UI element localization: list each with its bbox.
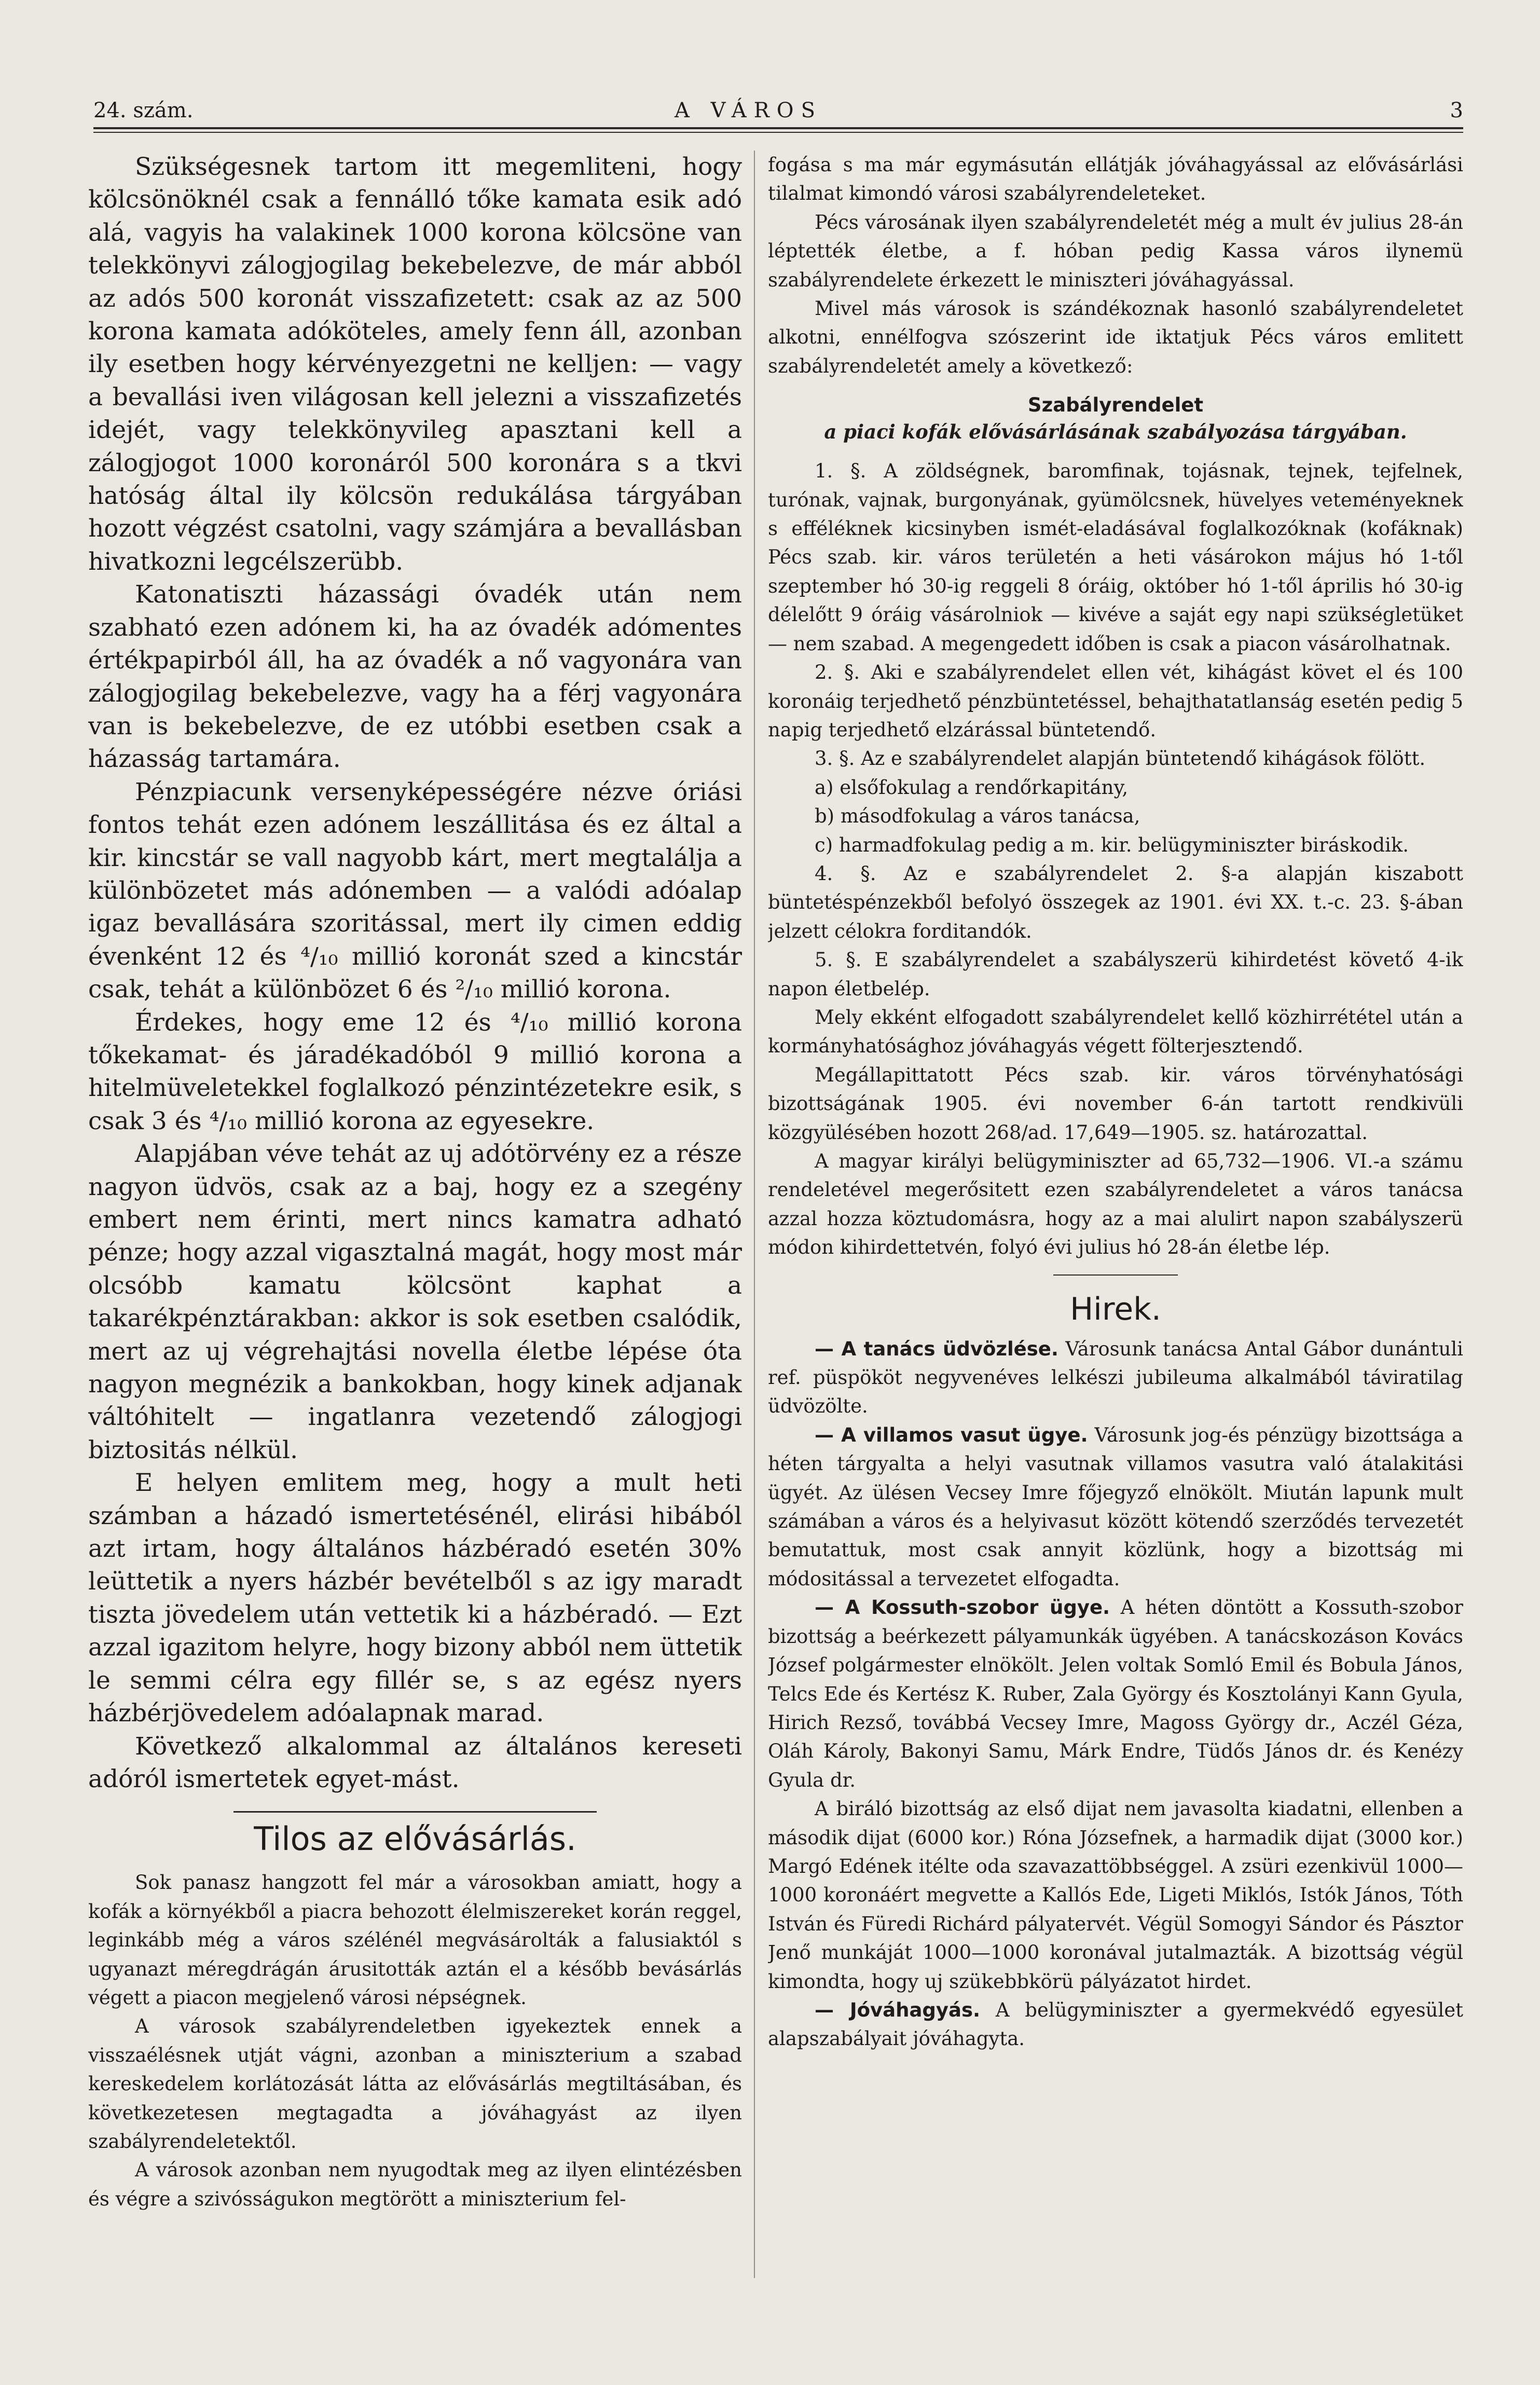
paragraph: Sok panasz hangzott fel már a városokban amiatt, hogy a kofák a környékből a piacra behozott élelmiszereket korán reggel, leginkább még a város szélénél megvásárolták a falusiaktól s ugyanazt méregdrágán árusitották aztán el a később bevásárlás végett a piacon megjelenő városi népségnek. — [88, 1871, 742, 2009]
paragraph: Pécs városának ilyen szabályrendeletét még a mult év julius 28-án léptették életbe, a f. hóban pedig Kassa város ilynemü szabályrendelete érkezett le miniszteri jóváhagyással. — [768, 211, 1463, 291]
news-item — [768, 1593, 1463, 1794]
list-item: a) elsőfokulag a rendőrkapitány, — [815, 776, 1129, 799]
news-item — [768, 1996, 1463, 2053]
paragraph: A városok azonban nem nyugodtak meg az ilyen elintézésben és végre a szivósságukon megtörött a miniszterium fel- — [88, 2159, 742, 2210]
header-rule-thin — [93, 132, 1463, 133]
paragraph: Következő alkalommal az általános kereseti adóról ismertetek egyet-mást. — [88, 1732, 742, 1793]
paragraph: 4. §. Az e szabályrendelet 2. §-a alapján kiszabott büntetéspénzekből befolyó összegek az 1901. évi XX. t.-c. 23. §-ában jelzett célokra forditandók. — [768, 862, 1463, 942]
page-header — [93, 93, 1463, 130]
news-headline: — A tanács üdvözlése. — [815, 1337, 1058, 1360]
right-column — [768, 150, 1463, 2294]
header-rule — [93, 127, 1463, 129]
issue-number: 24. szám. — [93, 99, 194, 122]
news-headline: — A villamos vasut ügye. — [815, 1423, 1088, 1446]
news-text: Városunk tanácsa Antal Gábor dunántuli ref. püspököt negyvenéves lelkészi jubileuma alkalmából táviratilag üdvözölte. — [768, 1337, 1463, 1418]
news-headline: — Jóváhagyás. — [815, 1998, 981, 2021]
paragraph: Mivel más városok is szándékoznak hasonló szabályrendeletet alkotni, ennélfogva szószerint ide iktatjuk Pécs város emlitett szabályrendeletét amely a következő: — [768, 297, 1463, 377]
regulation-title: Szabályrendelet — [1027, 394, 1204, 417]
paragraph: A biráló bizottság az első dijat nem javasolta kiadatni, ellenben a második dijat (6000 kor.) Róna Józsefnek, a harmadik dijat (3000 kor.) Margó Edének itélte oda szavazattöbbséggel. A zsüri ezenkivül 1000—1000 koronáért megvette a Kallós Ede, Ligeti Miklós, Istók János, Tóth István és Füredi Richárd pályatervét. Végül Somogyi Sándor és Pásztor Jenő munkáját 1000—1000 koronával jutalmazták. A bizottság végül kimondta, hogy uj szükebbkörü pályázatot hirdet. — [768, 1798, 1463, 1993]
paragraph: A városok szabályrendeletben igyekeztek ennek a visszaélésnek utját vágni, azonban a miniszterium a szabad kereskedelem korlátozását látta az elővásárlás megtiltásában, és következetesen megtagadta a jóváhagyást az ilyen szabályrendeletektől. — [88, 2015, 742, 2153]
paragraph: 2. §. Aki e szabályrendelet ellen vét, kihágást követ el és 100 koronáig terjedhető pénzbüntetéssel, behajthatatlanság esetén pedig 5 napig terjedhető elzárással büntetendő. — [768, 661, 1463, 741]
list-item: c) harmadfokulag pedig a m. kir. belügyminiszter biráskodik. — [815, 833, 1409, 856]
newspaper-title: A VÁROS — [675, 99, 822, 122]
paragraph: Alapjában véve tehát az uj adótörvény ez a része nagyon üdvös, csak az a baj, hogy ez a szegény embert nem érinti, mert nincs kamatra adható pénze; hogy azzal vigasztalná magát, hogy most már olcsóbb kamatu kölcsönt kaphat a takarékpénztárakban: akkor is sok esetben csalódik, mert az uj végrehajtási novella életbe lépése óta nagyon megnézik a bankokban, hogy kinek adjanak váltóhitelt — ingatlanra vezetendő zálogjogi biztositás nélkül. — [88, 1140, 742, 1464]
news-item — [768, 1421, 1463, 1593]
left-column — [88, 150, 742, 2294]
paragraph: E helyen emlitem meg, hogy a mult heti számban a házadó ismertetésénél, elirási hibából azt irtam, hogy általános házbéradó esetén 30% leüttetik a nyers házbér bevételből s az igy maradt tiszta jövedelem után vettetik ki a házbéradó. — Ezt azzal igazitom helyre, hogy bizony abból nem üttetik le semmi célra egy fillér se, s az egész nyers házbérjövedelem adóalapnak marad. — [88, 1469, 742, 1728]
paragraph: fogása s ma már egymásután ellátják jóváhagyással az elővásárlási tilalmat kimondó városi szabályrendeleteket. — [768, 154, 1463, 205]
paragraph: Megállapittatott Pécs szab. kir. város törvényhatósági bizottságának 1905. évi november 6-án tartott rendkivüli közgyülésében hozott 268/ad. 17,649—1905. sz. határozattal. — [768, 1063, 1463, 1144]
section-rule — [1053, 1274, 1178, 1276]
page-number: 3 — [1450, 99, 1463, 122]
news-headline: — A Kossuth-szobor ügye. — [815, 1596, 1110, 1619]
news-text: A belügyminiszter a gyermekvédő egyesület alapszabályait jóváhagyta. — [768, 1998, 1463, 2050]
paragraph: Mely ekként elfogadott szabályrendelet kellő közhirrététel után a kormányhatósághoz jóváhagyás végett fölterjesztendő. — [768, 1006, 1463, 1058]
section-title: Tilos az elővásárlás. — [254, 1820, 576, 1858]
paragraph: Katonatiszti házassági óvadék után nem szabható ezen adónem ki, ha az óvadék adómentes értékpapirból áll, ha az óvadék a nő vagyonára van zálogjogilag bekebelezve, vagy ha a férj vagyonára van is bekebelezve, de ez utóbbi esetben csak a házasság tartamára. — [88, 580, 742, 774]
paragraph: Szükségesnek tartom itt megemliteni, hogy kölcsönöknél csak a fennálló tőke kamata esik adó alá, vagyis ha valakinek 1000 korona kölcsöne van telekkönyvi zálogjogilag bekebelezve, de már abból az adós 500 koronát visszafizetett: csak az az 500 korona kamata adóköteles, amely fenn áll, azonban ily esetben hogy kérvényezgetni ne kelljen: — vagy a bevallási iven világosan kell jelezni a visszafizetés idejét, vagy telekkönyvileg apasztani kell a zálogjogot 1000 koronáról 500 koronára s a tkvi hatóság által ily kölcsön redukálása tárgyában hozott végzést csatolni, vagy számjára a bevallásban hivatkozni legcélszerübb. — [88, 153, 742, 576]
news-item — [768, 1335, 1463, 1421]
news-title: Hirek. — [1070, 1291, 1161, 1327]
paragraph: Érdekes, hogy eme 12 és ⁴/₁₀ millió korona tőkekamat- és járadékadóból 9 millió korona a hitelmüveletekkel foglalkozó pénzintézetekre esik, s csak 3 és ⁴/₁₀ millió korona az egyesekre. — [88, 1008, 742, 1135]
news-text: A héten döntött a Kossuth-szobor bizottság a beérkezett pályamunkák ügyében. A tanácskozáson Kovács József polgármester elnökölt. Jelen voltak Somló Emil és Bobula János, Telcs Ede és Kertész K. Ruber, Zala György és Kosztolányi Kann Gyula, Hirich Rezső, továbbá Vecsey Imre, Magoss György dr., Aczél Géza, Oláh Károly, Bakonyi Samu, Márk Endre, Tüdős János dr. és Kenézy Gyula dr. — [768, 1596, 1463, 1791]
paragraph: 3. §. Az e szabályrendelet alapján büntetendő kihágások fölött. — [815, 747, 1426, 770]
paragraph: 5. §. E szabályrendelet a szabályszerü kihirdetést követő 4-ik napon életbelép. — [768, 949, 1463, 1000]
list-item: b) másodfokulag a város tanácsa, — [815, 805, 1140, 828]
news-text: Városunk jog-és pénzügy bizottsága a héten tárgyalta a helyi vasutnak villamos vasutra való átalakitási ügyét. Az ülésen Vecsey Imre főjegyző elnökölt. Miután lapunk mult számában a város és a helyivasut között kötendő szerződés tervezetét bemutattuk, most csak annyit közlünk, hogy a bizottság mi módositással a tervezetet elfogadta. — [768, 1423, 1463, 1590]
column-divider — [754, 150, 755, 2278]
paragraph: 1. §. A zöldségnek, baromfinak, tojásnak, tejnek, tejfelnek, turónak, vajnak, burgonyának, gyümölcsnek, hüvelyes veteményeknek s efféléknek kicsinyben ismét-eladásával foglalkozóknak (kofáknak) Pécs szab. kir. város területén a heti vásárokon május hó 1-től szeptember hó 30-ig reggeli 8 óráig, október hó 1-től április hó 30-ig délelőtt 9 óráig vásárolniok — kivéve a saját egy napi szükségletüket — nem szabad. A megengedett időben is csak a piacon vásárolhatnak. — [768, 460, 1463, 655]
paragraph: Pénzpiacunk versenyképességére nézve óriási fontos tehát ezen adónem leszállitása és ez által a kir. kincstár se vall nagyobb kárt, mert megtalálja a különbözetet más adónemben — a valódi adóalap igaz bevallására szoritással, mert ily cimen eddig évenként 12 és ⁴/₁₀ millió koronát szed a kincstár csak, tehát a különbözet 6 és ²/₁₀ millió korona. — [88, 777, 742, 1004]
paragraph: A magyar királyi belügyminiszter ad 65,732—1906. VI.-a számu rendeletével megerősitett ezen szabályrendeletet a város tanácsa azzal hozza köztudomásra, hogy az a mai alulirt napon szabályszerü módon kihirdettetvén, folyó évi julius hó 28-án életbe lép. — [768, 1150, 1463, 1259]
regulation-subtitle: a piaci kofák elővásárlásának szabályozása tárgyában. — [824, 420, 1407, 444]
section-rule — [233, 1811, 597, 1813]
